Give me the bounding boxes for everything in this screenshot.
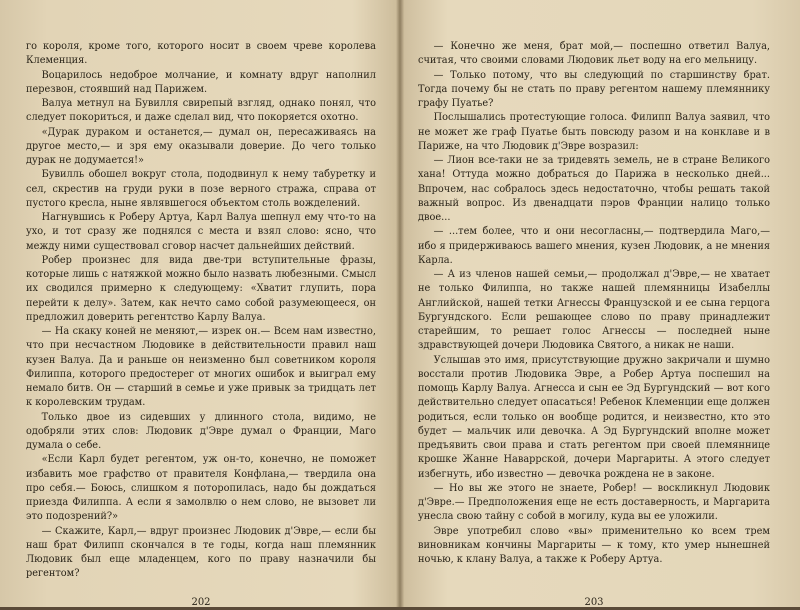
paragraph: го короля, кроме того, которого носит в своем чреве королева Клеменция. (26, 41, 376, 67)
paragraph: Услышав это имя, присутствующие дружно закричали и шумно восстали против Людовика Эвре, а Робер Артуа поспешил на помощь Карлу Валуа. Агнесса и сын ее Эд Бургундский — вот кого действительно следует опасаться! Ребенок Клеменции еще должен родиться, если только он вообще родится, и неизвестно, кто это будет — мальчик или девочка. А Эд Бургундский вполне может предъявить свои права и стать регентом при своей племяннице крошке Жанне Наваррской, дочери Маргариты. А этого следует избегнуть, ибо известно — девочка рождена не в законе. (418, 354, 770, 480)
paragraph: Нагнувшись к Роберу Артуа, Карл Валуа шепнул ему что-то на ухо, и тот сразу же поднялся с места и взял слово: ясно, что между ними существовал сговор насчет дальнейших действий. (26, 212, 376, 252)
paragraph: — Конечно же меня, брат мой,— поспешно ответил Валуа, считая, что своими словами Людовик льет воду на его мельницу. (418, 41, 770, 67)
paragraph: — На скаку коней не меняют,— изрек он.— Всем нам известно, что при несчастном Людовике в действительности правил наш кузен Валуа. Да и раньше он неизменно был советником короля Филиппа, которого предостерег от многих ошибок и выиграл ему немало битв. Он — старший в семье и уже привык за тридцать лет к королевским трудам. (26, 326, 376, 409)
paragraph: Послышались протестующие голоса. Филипп Валуа заявил, что не может же граф Пуатье быть повсюду разом и на конклаве и в Париже, на что Людовик д'Эвре возразил: (418, 112, 770, 152)
paragraph: — Только потому, что вы следующий по старшинству брат. Тогда почему бы не стать по праву регентом нашему племяннику графу Пуатье? (418, 69, 770, 109)
paragraph: Только двое из сидевших у длинного стола, видимо, не одобряли этих слов: Людовик д'Эвре думал о Франции, Маго думала о себе. (26, 411, 376, 451)
paragraph: — ...тем более, что и они несогласны,— подтвердила Маго,— ибо я придерживаюсь вашего мнения, кузен Людовик, а не мнения Карла. (418, 226, 770, 266)
paragraph: Бувилль обошел вокруг стола, пододвинул к нему табуретку и сел, скрестив на груди руки в позе верного стража, справа от пустого кресла, ныне являвшегося объектом столь вожделений. (26, 169, 376, 209)
paragraph: Эвре употребил слово «вы» применительно ко всем трем виновникам кончины Маргариты — к тому, кто умер нынешней ночью, к клану Валуа, а также к Роберу Артуа. (418, 525, 770, 565)
left-page (26, 40, 376, 608)
paragraph: — Скажите, Карл,— вдруг произнес Людовик д'Эвре,— если бы наш брат Филипп скончался в те годы, когда наш племянник Людовик был еще младенцем, кого по праву назначили бы регентом? (26, 525, 376, 580)
paragraph: Воцарилось недоброе молчание, и комнату вдруг наполнил перезвон, стоявший над Парижем. (26, 69, 376, 95)
page-number-left: 202 (191, 596, 211, 608)
paragraph: Робер произнес для вида две-три вступительные фразы, которые лишь с натяжкой можно было назвать любезными. Смысл их сводился примерно к следующему: «Хватит глупить, пора перейти к делу». Затем, как нечто само собой разумеющееся, он предложил доверить регентство Карлу Валуа. (26, 254, 376, 323)
paragraph: — Но вы же этого не знаете, Робер! — воскликнул Людовик д'Эвре.— Предположения еще не есть доставерность, и Маргарита унесла свою тайну с собой в могилу, куда вы ее уложили. (418, 482, 770, 523)
page-number-right: 203 (584, 596, 604, 608)
paragraph: — Лион все-таки не за тридевять земель, не в стране Великого хана! Оттуда можно добраться до Парижа в несколько дней... Впрочем, нас собралось здесь недостаточно, чтобы решать такой важный вопрос. Из двенадцати пэров Франции налицо только двое... (418, 155, 770, 223)
paragraph: «Если Карл будет регентом, уж он-то, конечно, не поможет избавить мое графство от правителя Конфлана,— твердила она про себя.— Боюсь, слишком я поторопилась, надо бы дождаться приезда Филиппа. А если я замолвлю о нем слово, не вызовет ли это подозрений?» (26, 454, 376, 523)
book-gutter (396, 0, 404, 607)
paragraph: Валуа метнул на Бувилля свирепый взгляд, однако понял, что следует покориться, и даже сделал вид, что покоряется охотно. (26, 98, 376, 124)
paragraph: «Дурак дураком и останется,— думал он, пересаживаясь на другое место,— и зря ему оказывали доверие. До чего только дурак не додумается!» (26, 126, 376, 166)
right-page (418, 40, 770, 608)
paragraph: — А из членов нашей семьи,— продолжал д'Эвре,— не хватает не только Филиппа, но также нашей племянницы Изабеллы Английской, нашей тетки Агнессы Французской и ее сына герцога Бургундского. Если решающее слово по праву принадлежит старейшим, то решает голос Агнессы — последней ныне здравствующей дочери Людовика Святого, а никак не наши. (418, 269, 770, 352)
